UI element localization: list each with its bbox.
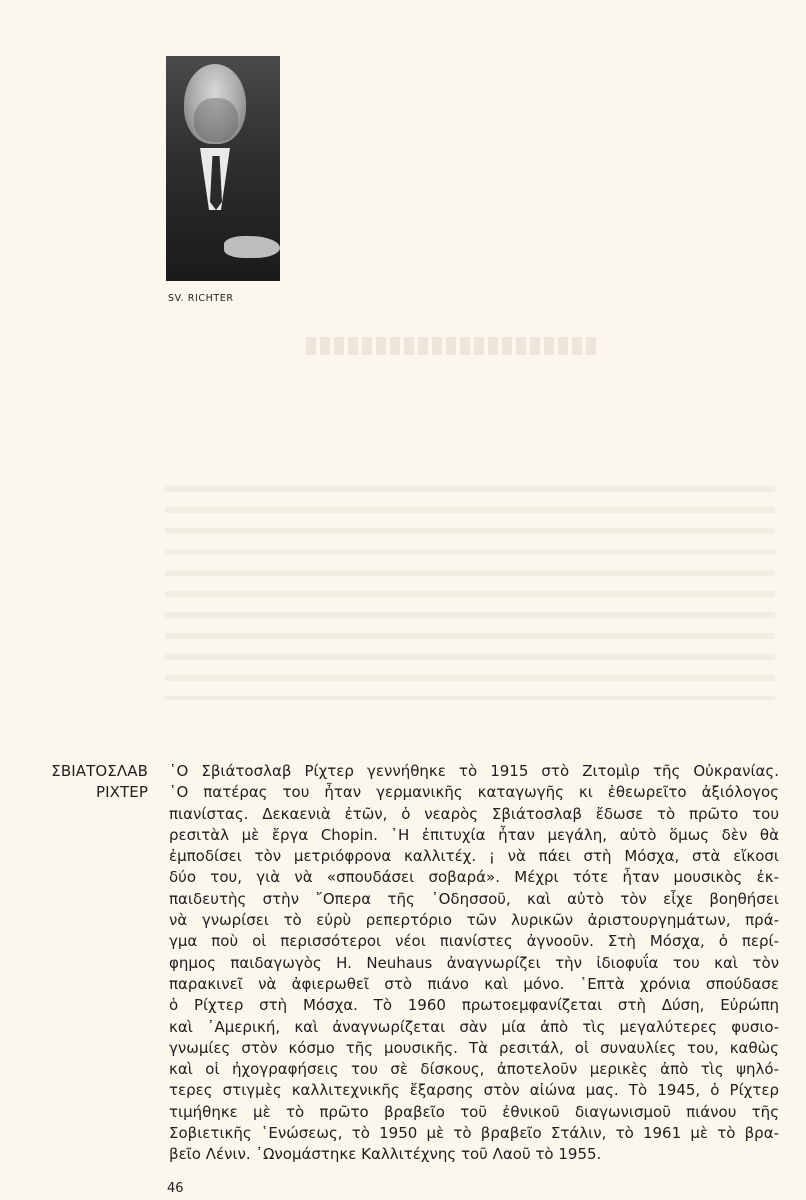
- body-line: ἐμποδίσει τὸν μετριόφρονα καλλιτέχ. ¡ νὰ πάει στὴ Μόσχα, στὰ εἴκοσι: [169, 847, 779, 866]
- bleed-through-text-block: [165, 486, 775, 700]
- photo-hand: [224, 236, 280, 258]
- body-line: πιανίστας. Δεκαενιὰ ἐτῶν, ὁ νεαρὸς Σβιάτοσλαβ ἔδωσε τὸ πρῶτο του: [169, 804, 779, 823]
- body-line: ὁ Ρίχτερ στὴ Μόσχα. Τὸ 1960 πρωτοεμφανίζεται στὴ Δύση, Εὐρώπη: [169, 996, 779, 1015]
- photo-caption: SV. RICHTER: [168, 293, 234, 304]
- body-line: φημος παιδαγωγὸς H. Neuhaus ἀναγνωρίζει τὴν ἰδιοφυΐα του καὶ τὸν: [169, 953, 779, 972]
- page-number: 46: [167, 1181, 184, 1196]
- body-line: παρακινεῖ νὰ ἀφιερωθεῖ στὸ πιάνο καὶ μόνο. ῾Επτὰ χρόνια σπούδασε: [169, 974, 779, 993]
- photo-face-shadow: [194, 98, 238, 142]
- body-line: Σοβιετικῆς ῾Ενώσεως, τὸ 1950 μὲ τὸ βραβεῖο Στάλιν, τὸ 1961 μὲ τὸ βρα-: [169, 1124, 779, 1143]
- body-line: καὶ ᾽Αμερική, καὶ ἀναγνωρίζεται σὰν μία ἀπὸ τὶς μεγαλύτερες φυσιο-: [169, 1017, 779, 1036]
- bleed-through-heading: [306, 337, 600, 355]
- body-line: ῾Ο πατέρας του ἦταν γερμανικῆς καταγωγῆς κι ἐθεωρεῖτο ἀξιόλογος: [169, 783, 779, 802]
- body-line: γνωμίες στὸν κόσμο τῆς μουσικῆς. Τὰ ρεσιτάλ, οἱ συναυλίες του, καθὼς: [169, 1038, 779, 1057]
- body-line: καὶ οἱ ἠχογραφήσεις του σὲ δίσκους, ἀποτελοῦν μερικὲς ἀπὸ τὶς ψηλό-: [169, 1060, 779, 1079]
- entry-name: [51, 761, 148, 804]
- body-line: νὰ γνωρίσει τὸ εὐρὺ ρεπερτόριο τῶν λυρικῶν ἀριστουργημάτων, πρά-: [169, 911, 779, 930]
- body-line: βεῖο Λένιν. ᾽Ωνομάστηκε Καλλιτέχνης τοῦ Λαοῦ τὸ 1955.: [169, 1145, 602, 1164]
- body-line: γμα ποὺ οἱ περισσότεροι νέοι πιανίστες ἀγνοοῦν. Στὴ Μόσχα, ὁ περί-: [169, 932, 779, 951]
- entry-body: [169, 761, 779, 1166]
- entry-name-line: ΣΒΙΑΤΟΣΛΑΒ: [51, 762, 148, 780]
- portrait-photo: [166, 56, 280, 281]
- body-line: τιμήθηκε μὲ τὸ πρῶτο βραβεῖο τοῦ ἐθνικοῦ διαγωνισμοῦ πιάνου τῆς: [169, 1102, 779, 1121]
- body-line: ῾Ο Σβιάτοσλαβ Ρίχτερ γεννήθηκε τὸ 1915 στὸ Ζιτομὶρ τῆς Οὐκρανίας.: [169, 762, 779, 780]
- body-line: παιδευτὴς στὴν ῎Οπερα τῆς ᾽Οδησσοῦ, καὶ αὐτὸ τὸν εἶχε βοηθήσει: [169, 889, 779, 908]
- body-line: ρεσιτὰλ μὲ ἔργα Chopin. ῾Η ἐπιτυχία ἦταν μεγάλη, αὐτὸ ὅμως δὲν θὰ: [169, 825, 779, 844]
- body-line: τερες στιγμὲς καλλιτεχνικῆς ἔξαρσης στὸν αἰώνα μας. Τὸ 1945, ὁ Ρίχτερ: [169, 1081, 779, 1100]
- entry-name-line: ΡΙΧΤΕΡ: [95, 783, 148, 802]
- body-line: δύο του, γιὰ νὰ «σπουδάσει σοβαρά». Μέχρι τότε ἦταν μουσικὸς ἐκ-: [169, 868, 779, 887]
